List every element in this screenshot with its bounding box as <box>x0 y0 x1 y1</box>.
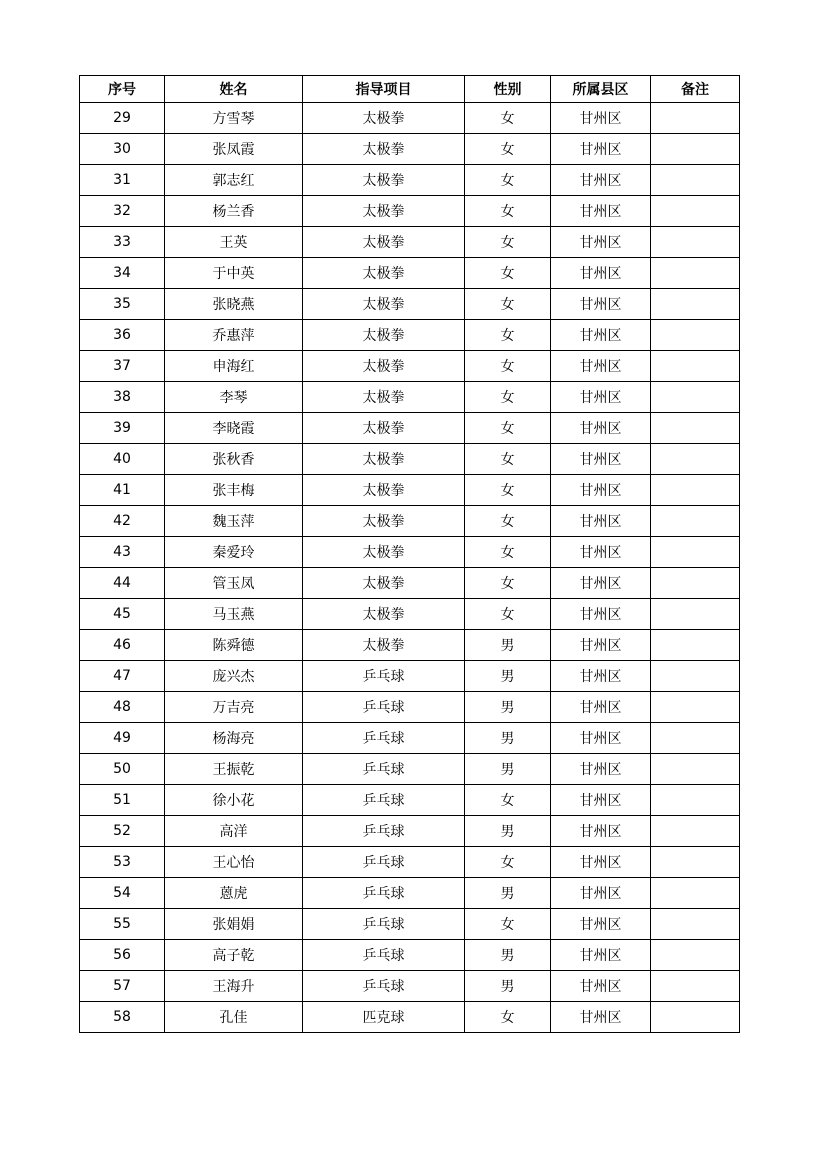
table-row <box>80 847 740 878</box>
cell-name: 申海红 <box>165 351 303 382</box>
cell-note <box>651 258 740 289</box>
cell-note <box>651 103 740 134</box>
cell-note <box>651 754 740 785</box>
cell-project: 乒乓球 <box>303 661 465 692</box>
cell-project: 乒乓球 <box>303 754 465 785</box>
cell-project: 太极拳 <box>303 444 465 475</box>
cell-project: 太极拳 <box>303 568 465 599</box>
cell-name: 郭志红 <box>165 165 303 196</box>
cell-district: 甘州区 <box>551 816 651 847</box>
cell-name: 杨兰香 <box>165 196 303 227</box>
cell-district: 甘州区 <box>551 103 651 134</box>
cell-district: 甘州区 <box>551 785 651 816</box>
cell-note <box>651 382 740 413</box>
cell-district: 甘州区 <box>551 351 651 382</box>
cell-district: 甘州区 <box>551 537 651 568</box>
cell-project: 太极拳 <box>303 289 465 320</box>
cell-district: 甘州区 <box>551 940 651 971</box>
cell-district: 甘州区 <box>551 971 651 1002</box>
cell-project: 太极拳 <box>303 165 465 196</box>
cell-project: 太极拳 <box>303 103 465 134</box>
table-row <box>80 289 740 320</box>
cell-project: 太极拳 <box>303 351 465 382</box>
cell-name: 张秋香 <box>165 444 303 475</box>
cell-no: 53 <box>80 847 165 878</box>
cell-sex: 男 <box>465 630 551 661</box>
cell-project: 太极拳 <box>303 134 465 165</box>
cell-sex: 女 <box>465 351 551 382</box>
cell-project: 匹克球 <box>303 1002 465 1033</box>
cell-district: 甘州区 <box>551 289 651 320</box>
cell-sex: 男 <box>465 692 551 723</box>
table-body <box>80 103 740 1033</box>
table-row <box>80 134 740 165</box>
cell-name: 管玉凤 <box>165 568 303 599</box>
cell-sex: 女 <box>465 847 551 878</box>
cell-district: 甘州区 <box>551 320 651 351</box>
cell-no: 34 <box>80 258 165 289</box>
cell-no: 57 <box>80 971 165 1002</box>
header-row <box>80 76 740 103</box>
cell-name: 马玉燕 <box>165 599 303 630</box>
cell-sex: 男 <box>465 816 551 847</box>
cell-name: 方雪琴 <box>165 103 303 134</box>
table-row <box>80 971 740 1002</box>
cell-sex: 女 <box>465 444 551 475</box>
cell-district: 甘州区 <box>551 630 651 661</box>
cell-note <box>651 568 740 599</box>
cell-sex: 男 <box>465 971 551 1002</box>
cell-note <box>651 227 740 258</box>
cell-no: 48 <box>80 692 165 723</box>
cell-project: 太极拳 <box>303 599 465 630</box>
table-row <box>80 196 740 227</box>
table-row <box>80 909 740 940</box>
cell-sex: 女 <box>465 196 551 227</box>
cell-sex: 女 <box>465 258 551 289</box>
cell-name: 王海升 <box>165 971 303 1002</box>
cell-name: 高子乾 <box>165 940 303 971</box>
cell-project: 乒乓球 <box>303 692 465 723</box>
cell-note <box>651 847 740 878</box>
cell-note <box>651 320 740 351</box>
cell-name: 蒽虎 <box>165 878 303 909</box>
cell-district: 甘州区 <box>551 134 651 165</box>
cell-district: 甘州区 <box>551 878 651 909</box>
cell-district: 甘州区 <box>551 723 651 754</box>
cell-sex: 女 <box>465 103 551 134</box>
cell-note <box>651 630 740 661</box>
cell-district: 甘州区 <box>551 413 651 444</box>
cell-sex: 女 <box>465 537 551 568</box>
table-row <box>80 382 740 413</box>
cell-district: 甘州区 <box>551 196 651 227</box>
table-row <box>80 816 740 847</box>
cell-no: 39 <box>80 413 165 444</box>
cell-name: 王振乾 <box>165 754 303 785</box>
cell-district: 甘州区 <box>551 506 651 537</box>
cell-note <box>651 1002 740 1033</box>
cell-name: 孔佳 <box>165 1002 303 1033</box>
cell-name: 秦爱玲 <box>165 537 303 568</box>
cell-sex: 女 <box>465 599 551 630</box>
cell-project: 乒乓球 <box>303 909 465 940</box>
table-row <box>80 568 740 599</box>
table-row <box>80 351 740 382</box>
table-row <box>80 475 740 506</box>
cell-district: 甘州区 <box>551 847 651 878</box>
cell-sex: 男 <box>465 878 551 909</box>
roster-table <box>79 75 740 1033</box>
cell-sex: 女 <box>465 382 551 413</box>
cell-project: 乒乓球 <box>303 785 465 816</box>
cell-no: 40 <box>80 444 165 475</box>
cell-no: 36 <box>80 320 165 351</box>
table-row <box>80 1002 740 1033</box>
cell-district: 甘州区 <box>551 227 651 258</box>
cell-project: 太极拳 <box>303 630 465 661</box>
cell-sex: 女 <box>465 289 551 320</box>
cell-project: 乒乓球 <box>303 940 465 971</box>
cell-district: 甘州区 <box>551 444 651 475</box>
cell-no: 41 <box>80 475 165 506</box>
table-row <box>80 599 740 630</box>
cell-district: 甘州区 <box>551 661 651 692</box>
cell-project: 太极拳 <box>303 382 465 413</box>
header-name: 姓名 <box>165 76 303 103</box>
cell-sex: 男 <box>465 940 551 971</box>
cell-project: 太极拳 <box>303 413 465 444</box>
table-row <box>80 692 740 723</box>
table-row <box>80 444 740 475</box>
cell-note <box>651 351 740 382</box>
cell-sex: 女 <box>465 134 551 165</box>
cell-note <box>651 413 740 444</box>
cell-name: 张丰梅 <box>165 475 303 506</box>
table-row <box>80 630 740 661</box>
cell-name: 李琴 <box>165 382 303 413</box>
cell-note <box>651 971 740 1002</box>
cell-no: 46 <box>80 630 165 661</box>
cell-project: 乒乓球 <box>303 847 465 878</box>
cell-no: 43 <box>80 537 165 568</box>
cell-district: 甘州区 <box>551 754 651 785</box>
cell-project: 太极拳 <box>303 475 465 506</box>
cell-project: 乒乓球 <box>303 816 465 847</box>
cell-note <box>651 785 740 816</box>
cell-name: 于中英 <box>165 258 303 289</box>
table-row <box>80 537 740 568</box>
cell-project: 太极拳 <box>303 537 465 568</box>
table-row <box>80 320 740 351</box>
cell-sex: 男 <box>465 723 551 754</box>
header-note: 备注 <box>651 76 740 103</box>
cell-project: 太极拳 <box>303 506 465 537</box>
cell-note <box>651 444 740 475</box>
table-row <box>80 413 740 444</box>
cell-no: 32 <box>80 196 165 227</box>
cell-district: 甘州区 <box>551 692 651 723</box>
cell-no: 35 <box>80 289 165 320</box>
table-row <box>80 661 740 692</box>
cell-note <box>651 165 740 196</box>
table-row <box>80 103 740 134</box>
cell-name: 张晓燕 <box>165 289 303 320</box>
table-header <box>80 76 740 103</box>
cell-project: 太极拳 <box>303 258 465 289</box>
cell-no: 54 <box>80 878 165 909</box>
cell-sex: 女 <box>465 320 551 351</box>
cell-district: 甘州区 <box>551 1002 651 1033</box>
cell-name: 乔惠萍 <box>165 320 303 351</box>
cell-project: 乒乓球 <box>303 971 465 1002</box>
header-sex: 性别 <box>465 76 551 103</box>
cell-name: 王英 <box>165 227 303 258</box>
cell-note <box>651 506 740 537</box>
cell-note <box>651 940 740 971</box>
cell-note <box>651 723 740 754</box>
cell-name: 王心怡 <box>165 847 303 878</box>
cell-name: 李晓霞 <box>165 413 303 444</box>
cell-name: 庞兴杰 <box>165 661 303 692</box>
cell-sex: 女 <box>465 1002 551 1033</box>
header-no: 序号 <box>80 76 165 103</box>
cell-no: 58 <box>80 1002 165 1033</box>
cell-district: 甘州区 <box>551 165 651 196</box>
cell-name: 张凤霞 <box>165 134 303 165</box>
table-row <box>80 258 740 289</box>
cell-no: 31 <box>80 165 165 196</box>
cell-note <box>651 196 740 227</box>
table-row <box>80 227 740 258</box>
table-row <box>80 723 740 754</box>
cell-name: 万吉亮 <box>165 692 303 723</box>
cell-sex: 女 <box>465 568 551 599</box>
cell-sex: 女 <box>465 785 551 816</box>
cell-sex: 女 <box>465 909 551 940</box>
cell-district: 甘州区 <box>551 382 651 413</box>
cell-note <box>651 692 740 723</box>
cell-no: 29 <box>80 103 165 134</box>
cell-sex: 女 <box>465 475 551 506</box>
table-row <box>80 506 740 537</box>
cell-sex: 女 <box>465 506 551 537</box>
table-row <box>80 754 740 785</box>
cell-project: 太极拳 <box>303 320 465 351</box>
cell-district: 甘州区 <box>551 475 651 506</box>
cell-note <box>651 537 740 568</box>
cell-note <box>651 816 740 847</box>
cell-district: 甘州区 <box>551 568 651 599</box>
cell-no: 37 <box>80 351 165 382</box>
cell-sex: 女 <box>465 165 551 196</box>
cell-name: 杨海亮 <box>165 723 303 754</box>
cell-note <box>651 909 740 940</box>
cell-note <box>651 599 740 630</box>
cell-name: 陈舜德 <box>165 630 303 661</box>
cell-sex: 女 <box>465 227 551 258</box>
cell-note <box>651 661 740 692</box>
cell-sex: 男 <box>465 754 551 785</box>
cell-project: 太极拳 <box>303 196 465 227</box>
table-row <box>80 940 740 971</box>
cell-name: 魏玉萍 <box>165 506 303 537</box>
cell-name: 徐小花 <box>165 785 303 816</box>
cell-note <box>651 878 740 909</box>
cell-note <box>651 134 740 165</box>
cell-no: 44 <box>80 568 165 599</box>
cell-no: 51 <box>80 785 165 816</box>
cell-district: 甘州区 <box>551 909 651 940</box>
cell-name: 高洋 <box>165 816 303 847</box>
cell-no: 50 <box>80 754 165 785</box>
table-row <box>80 785 740 816</box>
cell-sex: 女 <box>465 413 551 444</box>
table-row <box>80 165 740 196</box>
cell-district: 甘州区 <box>551 258 651 289</box>
cell-project: 乒乓球 <box>303 723 465 754</box>
cell-no: 42 <box>80 506 165 537</box>
cell-no: 33 <box>80 227 165 258</box>
cell-sex: 男 <box>465 661 551 692</box>
cell-no: 47 <box>80 661 165 692</box>
table-row <box>80 878 740 909</box>
cell-no: 56 <box>80 940 165 971</box>
header-project: 指导项目 <box>303 76 465 103</box>
cell-note <box>651 475 740 506</box>
cell-no: 55 <box>80 909 165 940</box>
cell-no: 52 <box>80 816 165 847</box>
cell-district: 甘州区 <box>551 599 651 630</box>
cell-project: 太极拳 <box>303 227 465 258</box>
cell-no: 45 <box>80 599 165 630</box>
cell-no: 49 <box>80 723 165 754</box>
header-district: 所属县区 <box>551 76 651 103</box>
cell-project: 乒乓球 <box>303 878 465 909</box>
cell-note <box>651 289 740 320</box>
cell-no: 38 <box>80 382 165 413</box>
cell-no: 30 <box>80 134 165 165</box>
cell-name: 张娟娟 <box>165 909 303 940</box>
